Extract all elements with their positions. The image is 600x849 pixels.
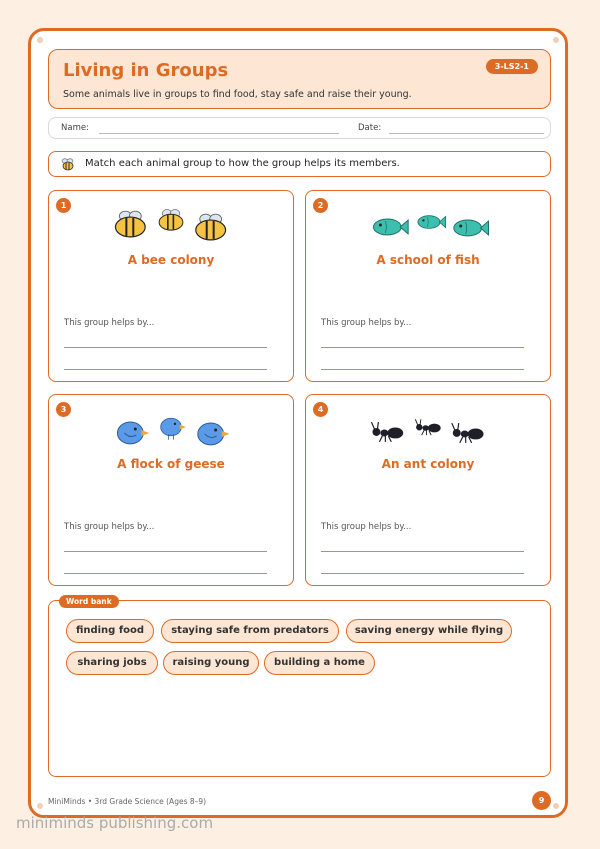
- word-bank-label: Word bank: [59, 595, 119, 608]
- answer-line[interactable]: [64, 347, 267, 348]
- fish-icon: [306, 205, 550, 245]
- card-prompt: This group helps by...: [321, 318, 412, 328]
- corner-dot: [553, 37, 559, 43]
- card-flock-of-geese: [48, 394, 294, 586]
- page-title: Living in Groups: [63, 60, 229, 81]
- word-chip[interactable]: staying safe from predators: [161, 619, 339, 643]
- answer-line[interactable]: [64, 369, 267, 370]
- card-title: A school of fish: [376, 253, 480, 267]
- answer-line[interactable]: [321, 369, 524, 370]
- date-field[interactable]: [389, 133, 544, 134]
- bee-icon: [61, 157, 75, 171]
- standard-code-badge: 3-LS2-1: [486, 59, 538, 74]
- card-ant-colony: [305, 394, 551, 586]
- page-subtitle: Some animals live in groups to find food, stay safe and raise their young.: [63, 89, 412, 100]
- worksheet-header: [48, 49, 551, 109]
- corner-dot: [37, 803, 43, 809]
- name-date-bar: [48, 117, 551, 139]
- answer-line[interactable]: [321, 573, 524, 574]
- answer-line[interactable]: [64, 573, 267, 574]
- card-title: An ant colony: [381, 457, 475, 471]
- card-number: 3: [56, 402, 71, 417]
- footer-text: MiniMinds • 3rd Grade Science (Ages 8–9): [48, 797, 207, 806]
- word-chip[interactable]: saving energy while flying: [346, 619, 512, 643]
- ant-icon: [306, 409, 550, 449]
- answer-line[interactable]: [321, 347, 524, 348]
- card-title: A bee colony: [127, 253, 215, 267]
- card-prompt: This group helps by...: [321, 522, 412, 532]
- card-title: A flock of geese: [117, 457, 225, 471]
- card-number: 1: [56, 198, 71, 213]
- card-bee-colony: [48, 190, 294, 382]
- word-bank: [48, 597, 551, 777]
- answer-line[interactable]: [64, 551, 267, 552]
- card-school-of-fish: [305, 190, 551, 382]
- card-prompt: This group helps by...: [64, 318, 155, 328]
- corner-dot: [553, 803, 559, 809]
- instruction-box: [48, 151, 551, 177]
- card-number: 2: [313, 198, 328, 213]
- date-label: Date:: [358, 123, 382, 133]
- bird-icon: [49, 409, 293, 449]
- card-number: 4: [313, 402, 328, 417]
- instruction-text: Match each animal group to how the group helps its members.: [85, 158, 400, 169]
- name-label: Name:: [61, 123, 89, 133]
- word-chip[interactable]: sharing jobs: [66, 651, 158, 675]
- bee-icon: [49, 205, 293, 245]
- page-number: 9: [532, 791, 551, 810]
- word-chip[interactable]: finding food: [66, 619, 154, 643]
- watermark: miniminds publishing.com: [16, 814, 214, 832]
- answer-line[interactable]: [321, 551, 524, 552]
- card-prompt: This group helps by...: [64, 522, 155, 532]
- name-field[interactable]: [99, 133, 339, 134]
- corner-dot: [37, 37, 43, 43]
- word-chip[interactable]: raising young: [163, 651, 259, 675]
- word-chip[interactable]: building a home: [264, 651, 375, 675]
